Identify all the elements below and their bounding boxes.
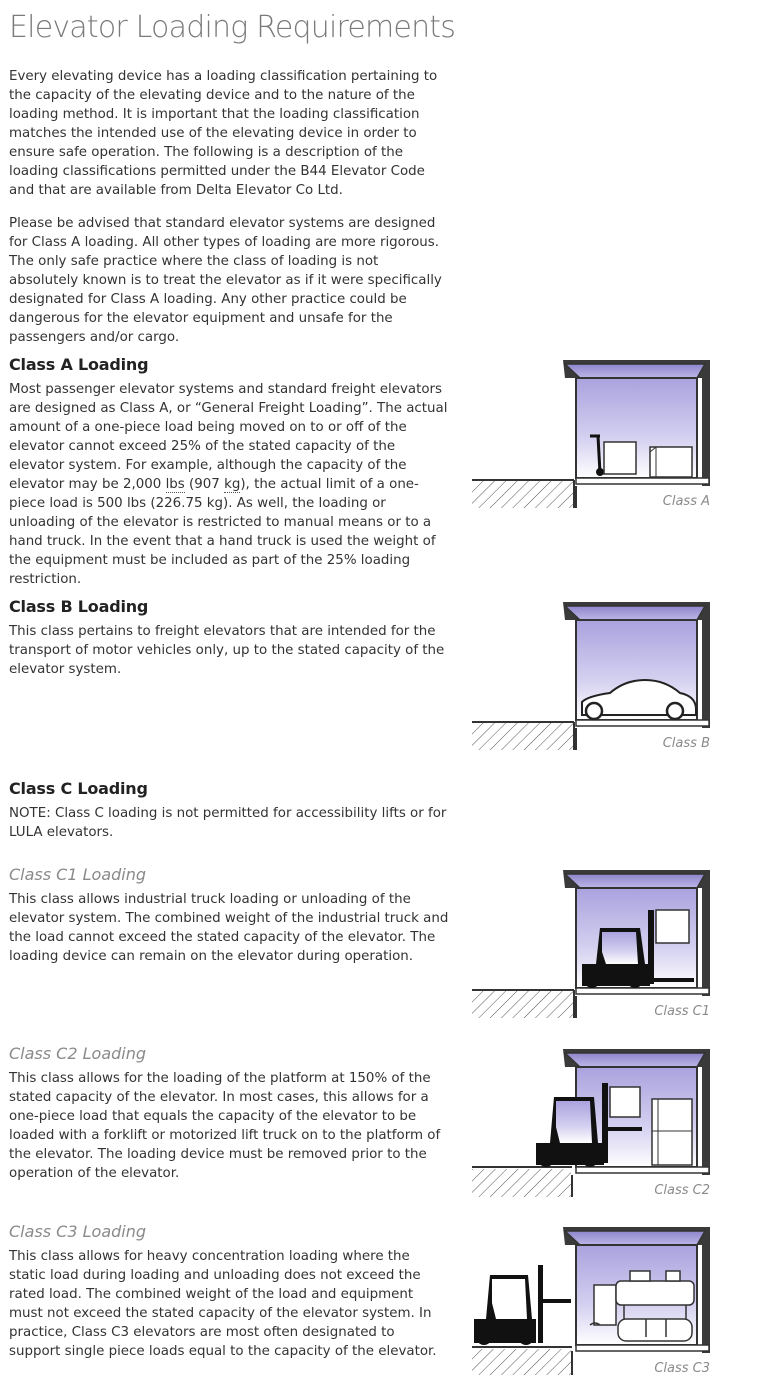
class-b-illustration [470,600,715,760]
class-b-heading: Class B Loading [9,597,149,616]
class-c2-text: This class allows for the loading of the platform at 150% of the stated capacity of the elevator. In most cases, this allows for a one-piece load that equals the capacity of the elevator to be loaded with a forklift or motorized lift truck on to the platform of the elevator. The loading device must be removed prior to the operation of the elevator. [9,1071,441,1181]
class-b-caption: Class B [662,736,710,751]
class-c3-caption: Class C3 [654,1361,710,1376]
class-a-text: Most passenger elevator systems and standard freight elevators are designed as Class A, or “General Freight Loading”. The actual amount of a one-piece load being moved on to or off of the elevator cannot exceed 25% of the stated capacity of the elevator system. For example, although the capacity of the elevator may be 2,000 lbs (907 kg), the actual limit of a one-piece load is 500 lbs (226.75 kg). As well, the loading or unloading of the elevator is restricted to manual means or to a hand truck. In the event that a hand truck is used the weight of the equipment must be included as part of the 25% loading restriction. [9,382,448,587]
page-title: Elevator Loading Requirements [9,10,456,45]
class-a-caption: Class A [662,494,710,509]
class-c3-text: This class allows for heavy concentration loading where the static load during loading and unloading does not exceed the rated load. The combined weight of the load and equipment must not exceed the stated capacity of the elevator system. In practice, Class C3 elevators are most often designated to support single piece loads equal to the capacity of the elevator. [9,1249,437,1359]
class-c1-text: This class allows industrial truck loading or unloading of the elevator system. The combined weight of the industrial truck and the load cannot exceed the stated capacity of the elevator. The loading device can remain on the elevator during operation. [9,892,449,964]
class-c3-heading: Class C3 Loading [9,1222,147,1241]
class-c-note: NOTE: Class C loading is not permitted for accessibility lifts or for LULA elevators. [9,806,447,840]
class-c1-illustration [470,868,715,1028]
kg-abbr: kg [224,477,241,492]
class-c3-illustration [470,1225,715,1385]
class-a-illustration [470,358,715,518]
class-c-heading: Class C Loading [9,779,148,798]
class-c2-illustration [470,1047,715,1207]
class-b-text: This class pertains to freight elevators that are intended for the transport of motor vehicles only, up to the stated capacity of the elevator system. [9,624,445,677]
intro-paragraph-2: Please be advised that standard elevator systems are designed for Class A loading. All other types of loading are more rigorous. The only safe practice where the class of loading is not absolutely known is to treat the elevator as if it were specifically designated for Class A loading. Any other practice could be dangerous for the elevator equipment and unsafe for the passengers and/or cargo. [9,216,442,345]
class-c1-caption: Class C1 [654,1004,710,1019]
class-a-heading: Class A Loading [9,355,149,374]
lbs-abbr: lbs [165,477,185,492]
class-c2-caption: Class C2 [654,1183,710,1198]
class-c2-heading: Class C2 Loading [9,1044,147,1063]
class-c1-heading: Class C1 Loading [9,865,147,884]
intro-paragraph-1: Every elevating device has a loading classification pertaining to the capacity of the elevating device and to the nature of the loading method. It is important that the loading classification matches the intended use of the elevating device in order to ensure safe operation. The following is a description of the loading classifications permitted under the B44 Elevator Code and that are available from Delta Elevator Co Ltd. [9,69,438,198]
